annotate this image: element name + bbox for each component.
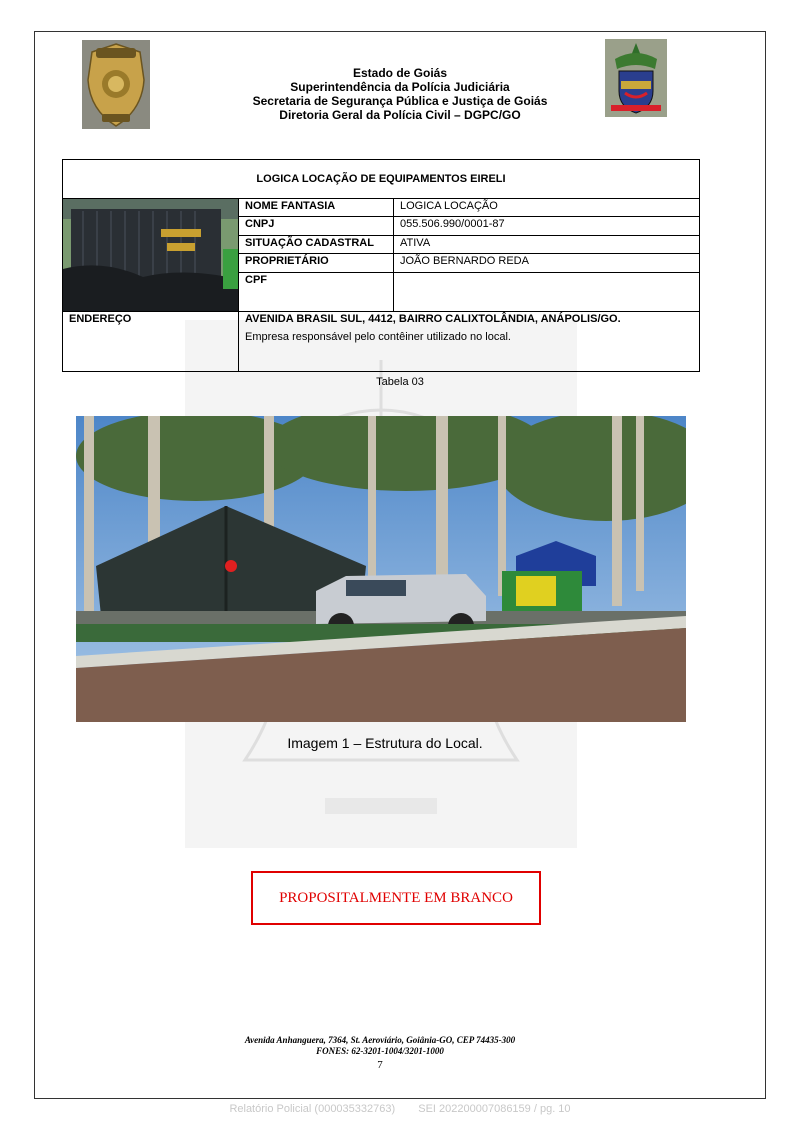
value-nome-fantasia: LOGICA LOCAÇÃO xyxy=(394,199,700,217)
address-cell xyxy=(239,312,700,372)
label-nome-fantasia: NOME FANTASIA xyxy=(239,199,394,217)
document-header xyxy=(0,66,800,122)
label-cnpj: CNPJ xyxy=(239,217,394,235)
page-number: 7 xyxy=(377,1059,383,1071)
table-caption: Tabela 03 xyxy=(376,376,424,388)
container-photo-cell xyxy=(63,199,239,312)
footer-line-address: Avenida Anhanguera, 7364, St. Aeroviário, Goiânia-GO, CEP 74435-300 xyxy=(244,1035,516,1045)
site-structure-photo xyxy=(76,416,686,722)
company-name: LOGICA LOCAÇÃO DE EQUIPAMENTOS EIRELI xyxy=(63,160,700,199)
sei-reference: SEI 202200007086159 / pg. 10 xyxy=(418,1103,571,1115)
address-note: Empresa responsável pelo contêiner utilizado no local. xyxy=(245,331,511,343)
container-photo xyxy=(63,199,238,311)
header-line-directorate: Diretoria Geral da Polícia Civil – DGPC/GO xyxy=(279,108,521,122)
image-caption: Imagem 1 – Estrutura do Local. xyxy=(287,735,483,751)
footer-line-phones: FONES: 62-3201-1004/3201-1000 xyxy=(316,1046,444,1056)
value-situacao-cadastral: ATIVA xyxy=(394,235,700,253)
label-proprietario: PROPRIETÁRIO xyxy=(239,254,394,272)
header-line-secretariat: Secretaria de Segurança Pública e Justiça de Goiás xyxy=(252,94,548,108)
header-line-state: Estado de Goiás xyxy=(352,66,448,80)
intentionally-blank-text: PROPOSITALMENTE EM BRANCO xyxy=(279,889,513,906)
header-line-superintendency: Superintendência da Polícia Judiciária xyxy=(290,80,510,94)
report-reference: Relatório Policial (000035332763) xyxy=(229,1103,396,1115)
intentionally-blank-notice xyxy=(251,871,541,925)
document-stamp-line xyxy=(0,1103,800,1115)
company-info-table xyxy=(62,159,700,372)
value-cnpj: 055.506.990/0001-87 xyxy=(394,217,700,235)
label-situacao-cadastral: SITUAÇÃO CADASTRAL xyxy=(239,235,394,253)
label-cpf: CPF xyxy=(239,272,394,311)
value-cpf xyxy=(394,272,700,311)
value-proprietario: JOÃO BERNARDO REDA xyxy=(394,254,700,272)
address-value: AVENIDA BRASIL SUL, 4412, BAIRRO CALIXTOLÂNDIA, ANÁPOLIS/GO. xyxy=(245,313,621,325)
label-endereco: ENDEREÇO xyxy=(63,312,239,372)
footer-address xyxy=(0,1035,760,1057)
